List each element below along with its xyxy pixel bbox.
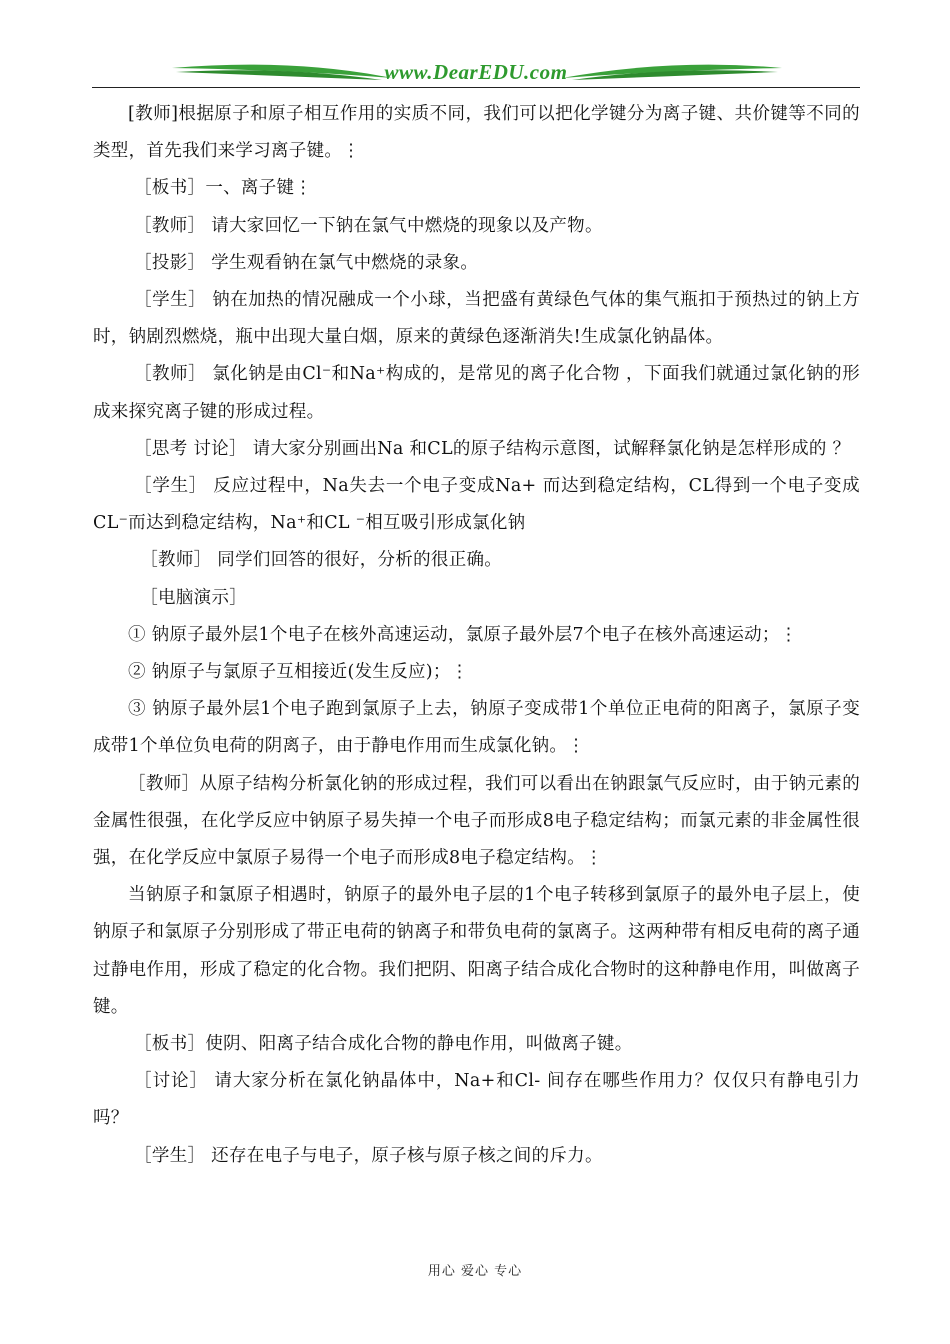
page-header [92,56,860,92]
paragraph-teacher-intro: [教师]根据原子和原子相互作用的实质不同，我们可以把化学键分为离子键、共价键等不同的类型，首先我们来学习离子键。⋮ [93,104,860,162]
paragraph-student-reaction: ［学生］ 反应过程中，Na失去一个电子变成Na+ 而达到稳定结构，CL得到一个电子变成CL⁻而达到稳定结构，Na⁺和CL ⁻相互吸引形成氯化钠 [93,476,860,534]
header-rule [92,87,860,88]
paragraph-student-observation: ［学生］ 钠在加热的情况融成一个小球，当把盛有黄绿色气体的集气瓶扣于预热过的钠上方时，钠剧烈燃烧，瓶中出现大量白烟，原来的黄绿色逐渐消失!生成氯化钠晶体。 [93,290,860,348]
paragraph-discussion-forces: ［讨论］ 请大家分析在氯化钠晶体中，Na+和Cl- 间存在哪些作用力？仅仅只有静电引力吗？ [93,1071,860,1129]
paragraph-think-discuss: ［思考 讨论］ 请大家分别画出Na 和CL的原子结构示意图，试解释氯化钠是怎样形成的 ？ [134,438,851,459]
document-body [93,96,860,1175]
paragraph-student-repulsion: ［学生］ 还存在电子与电子，原子核与原子核之间的斥力。 [134,1145,603,1166]
paragraph-demo-step-3: ③ 钠原子最外层1个电子跑到氯原子上去，钠原子变成带1个单位正电荷的阳离子，氯原子变成带1个单位负电荷的阴离子，由于静电作用而生成氯化钠。⋮ [93,699,860,757]
paragraph-teacher-nacl: ［教师］ 氯化钠是由Cl⁻和Na⁺构成的，是常见的离子化合物 ，下面我们就通过氯化钠的形成来探究离子键的形成过程。 [93,364,860,422]
paragraph-demo-step-1: ① 钠原子最外层1个电子在核外高速运动，氯原子最外层7个电子在核外高速运动；⋮ [128,624,798,645]
paragraph-demo-step-2: ② 钠原子与氯原子互相接近(发生反应)；⋮ [128,662,469,683]
paragraph-teacher-analysis: ［教师］从原子结构分析氯化钠的形成过程，我们可以看出在钠跟氯气反应时，由于钠元素的金属性很强，在化学反应中钠原子易失掉一个电子而形成8电子稳定结构；而氯元素的非金属性很强，在化学反应中氯原子易得一个电子而形成8电子稳定结构。⋮ [93,773,860,869]
site-logo-text: www.DearEDU.com [384,60,568,84]
paragraph-teacher-praise: ［教师］ 同学们回答的很好，分析的很正确。 [140,550,503,571]
paragraph-board-ionic-bond: ［板书］一、离子键⋮ [134,178,313,199]
paragraph-projection: ［投影］ 学生观看钠在氯气中燃烧的录象。 [134,252,479,273]
paragraph-ionic-bond-explanation: 当钠原子和氯原子相遇时，钠原子的最外电子层的1个电子转移到氯原子的最外电子层上，使钠原子和氯原子分别形成了带正电荷的钠离子和带负电荷的氯离子。这两种带有相反电荷的离子通过静电作用，形成了稳定的化合物。我们把阴、阳离子结合成化合物时的这种静电作用，叫做离子键。 [93,885,860,1017]
paragraph-computer-demo: ［电脑演示］ [140,587,248,608]
paragraph-teacher-recall: ［教师］ 请大家回忆一下钠在氯气中燃烧的现象以及产物。 [134,215,603,236]
paragraph-board-definition: ［板书］使阴、阳离子结合成化合物的静电作用，叫做离子键。 [134,1034,633,1055]
page-footer: 用心 爱心 专心 [427,1264,523,1279]
